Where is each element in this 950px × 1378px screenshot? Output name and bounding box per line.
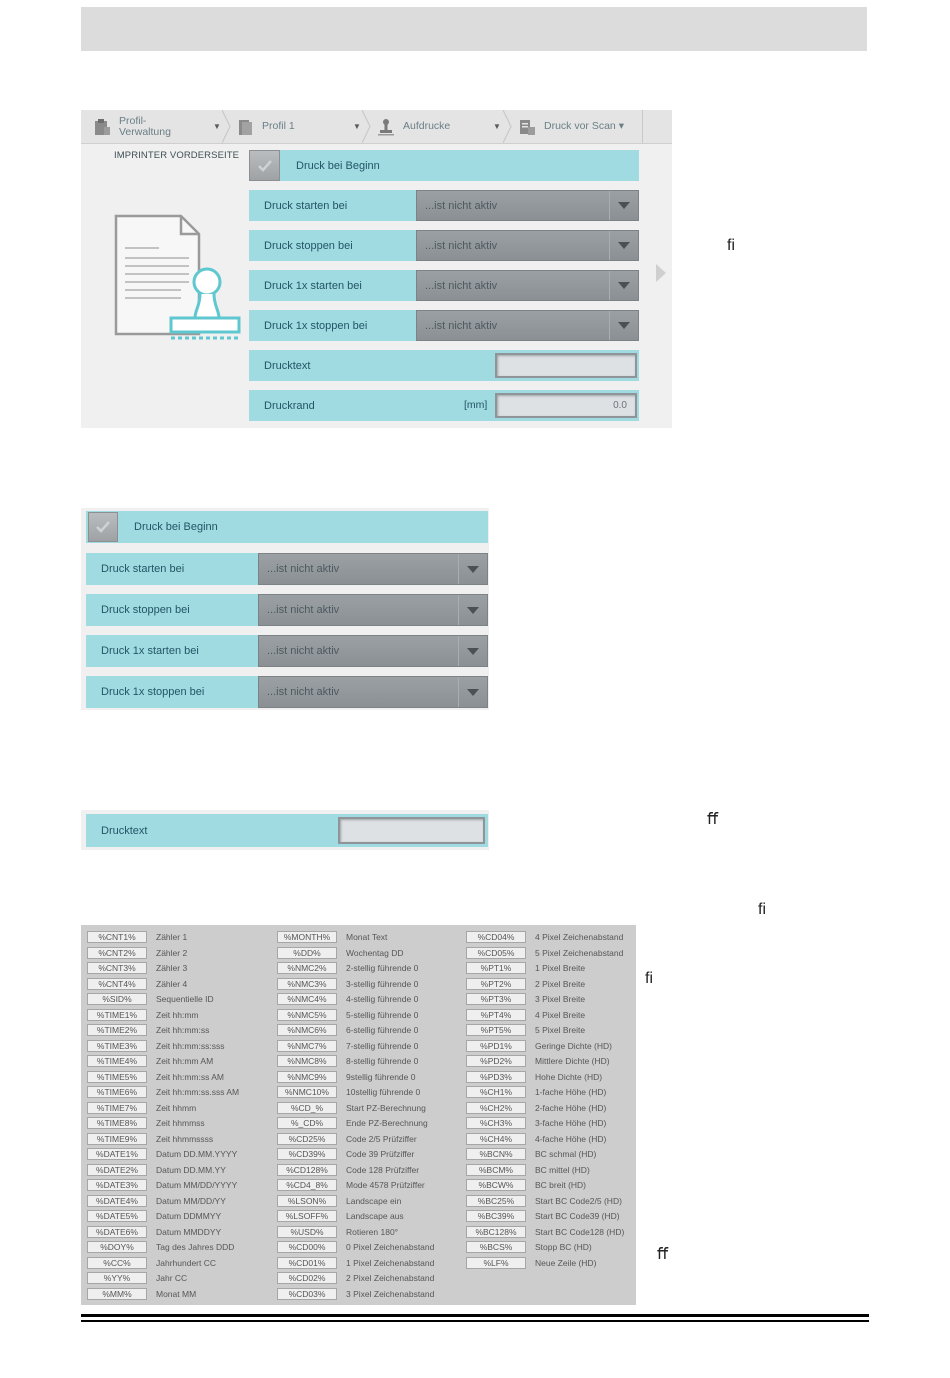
print-stop-label: Druck stoppen bei <box>101 604 190 616</box>
code-button[interactable]: %CD02% <box>277 1272 337 1284</box>
print-once-stop-row <box>86 676 488 708</box>
code-button[interactable]: %BCS% <box>466 1241 526 1253</box>
print-trigger-panel <box>81 508 489 710</box>
print-at-start-label: Druck bei Beginn <box>296 159 380 172</box>
code-button[interactable]: %SID% <box>87 993 147 1005</box>
code-description: Datum MMDDYY <box>156 1226 222 1237</box>
drucktext-row <box>249 350 639 381</box>
breadcrumb <box>81 110 672 144</box>
document-stamp-illustration <box>111 214 243 351</box>
code-description: 4-stellig führende 0 <box>346 994 419 1004</box>
print-start-row <box>249 190 639 221</box>
code-description: BC schmal (HD) <box>535 1149 597 1159</box>
code-button[interactable]: %PD2% <box>466 1055 526 1067</box>
code-description: 5 Pixel Zeichenabstand <box>535 947 624 958</box>
breadcrumb-item-profil-1[interactable] <box>236 110 366 143</box>
code-button[interactable]: %PT5% <box>466 1024 526 1036</box>
dropdown-arrow-icon <box>458 554 487 584</box>
code-description: Rotieren 180° <box>346 1226 399 1237</box>
code-button[interactable]: %CD04% <box>466 931 526 943</box>
code-button[interactable]: %TIME8% <box>87 1117 147 1129</box>
code-description: 4 Pixel Breite <box>535 1009 586 1020</box>
code-button[interactable]: %BC128% <box>466 1226 526 1238</box>
code-description: Tag des Jahres DDD <box>156 1242 235 1252</box>
breadcrumb-label: Profil 1 <box>262 120 295 132</box>
code-button[interactable]: %CH4% <box>466 1133 526 1145</box>
code-description: Zeit hhmmssss <box>156 1133 214 1144</box>
breadcrumb-item-aufdrucke[interactable] <box>377 110 507 143</box>
code-description: Start BC Code2/5 (HD) <box>535 1195 622 1206</box>
code-button[interactable]: %CD03% <box>277 1288 337 1300</box>
print-start-dropdown[interactable] <box>258 553 488 585</box>
code-button[interactable]: %NMC5% <box>277 1009 337 1021</box>
ligature-fi: ﬁ <box>645 970 653 987</box>
code-description: Wochentag DD <box>346 947 404 958</box>
code-button[interactable]: %LF% <box>466 1257 526 1269</box>
code-description: Jahr CC <box>156 1273 188 1283</box>
code-button[interactable]: %TIME2% <box>87 1024 147 1036</box>
code-button[interactable]: %LSOFF% <box>277 1210 337 1222</box>
code-button[interactable]: %TIME3% <box>87 1040 147 1052</box>
code-description: Code 128 Prüfziffer <box>346 1164 420 1175</box>
code-button[interactable]: %DATE6% <box>87 1226 147 1238</box>
breadcrumb-divider <box>642 110 643 143</box>
ligature-ff: ﬀ <box>657 1246 669 1263</box>
code-button[interactable]: %NMC4% <box>277 993 337 1005</box>
code-description: Zähler 1 <box>156 932 188 942</box>
print-at-start-row[interactable] <box>86 511 488 543</box>
code-description: Datum DD.MM.YY <box>156 1164 226 1175</box>
breadcrumb-item-profil-verwaltung[interactable] <box>93 110 223 143</box>
code-description: Sequentielle ID <box>156 994 214 1004</box>
code-button[interactable]: %TIME5% <box>87 1071 147 1083</box>
code-button[interactable]: %CNT2% <box>87 947 147 959</box>
code-button[interactable]: %CH3% <box>466 1117 526 1129</box>
code-button[interactable]: %NMC9% <box>277 1071 337 1083</box>
code-button[interactable]: %TIME7% <box>87 1102 147 1114</box>
code-button[interactable]: %USD% <box>277 1226 337 1238</box>
code-description: Datum MM/DD/YY <box>156 1195 226 1206</box>
print-once-stop-dropdown[interactable] <box>258 676 488 708</box>
code-description: Zähler 4 <box>156 978 188 989</box>
code-button[interactable]: %TIME4% <box>87 1055 147 1067</box>
code-button[interactable]: %NMC2% <box>277 962 337 974</box>
print-start-dropdown[interactable] <box>416 190 639 221</box>
footer-rule <box>81 1314 869 1317</box>
code-description: 2-stellig führende 0 <box>346 963 419 973</box>
code-button[interactable]: %DATE4% <box>87 1195 147 1207</box>
code-button[interactable]: %CD00% <box>277 1241 337 1253</box>
code-description: Ende PZ-Berechnung <box>346 1118 428 1128</box>
code-description: 2 Pixel Breite <box>535 978 586 989</box>
dropdown-value: ...ist nicht aktiv <box>425 319 498 332</box>
code-description: 8-stellig führende 0 <box>346 1056 419 1066</box>
drucktext-input[interactable] <box>338 817 485 844</box>
dropdown-value: ...ist nicht aktiv <box>267 686 340 698</box>
code-button[interactable]: %BC39% <box>466 1210 526 1222</box>
print-once-start-label: Druck 1x starten bei <box>101 645 199 657</box>
code-button[interactable]: %CD25% <box>277 1133 337 1145</box>
code-button[interactable]: %PT2% <box>466 978 526 990</box>
code-button[interactable]: %CD128% <box>277 1164 337 1176</box>
print-once-start-row <box>249 270 639 301</box>
code-description: Mittlere Dichte (HD) <box>535 1056 610 1066</box>
dropdown-arrow-icon <box>609 231 638 260</box>
checkmark-icon <box>95 520 111 534</box>
dropdown-value: ...ist nicht aktiv <box>425 279 498 292</box>
code-button[interactable]: %TIME1% <box>87 1009 147 1021</box>
code-description: Start PZ-Berechnung <box>346 1102 426 1113</box>
druckrand-unit: [mm] <box>464 399 488 411</box>
code-description: 1 Pixel Breite <box>535 963 586 973</box>
breadcrumb-label: Druck vor Scan ▾ <box>544 120 624 132</box>
chevron-down-icon: ▼ <box>213 122 221 131</box>
code-description: Hohe Dichte (HD) <box>535 1071 603 1082</box>
dropdown-value: ...ist nicht aktiv <box>267 645 340 657</box>
breadcrumb-label: Aufdrucke <box>403 120 451 132</box>
code-description: Datum DDMMYY <box>156 1211 222 1221</box>
clipboard-icon <box>93 118 111 136</box>
next-arrow-icon[interactable] <box>656 264 666 287</box>
print-once-start-dropdown[interactable] <box>258 635 488 667</box>
code-description: Zeit hh:mm AM <box>156 1056 214 1066</box>
code-description: 1 Pixel Zeichenabstand <box>346 1257 435 1268</box>
print-stop-label: Druck stoppen bei <box>264 239 353 252</box>
code-description: Neue Zeile (HD) <box>535 1257 597 1268</box>
code-description: Datum DD.MM.YYYY <box>156 1149 238 1159</box>
code-description: Zähler 3 <box>156 963 188 973</box>
code-button[interactable]: %PT3% <box>466 993 526 1005</box>
code-description: 2 Pixel Zeichenabstand <box>346 1273 435 1283</box>
code-description: Zeit hhmm <box>156 1102 197 1113</box>
code-button[interactable]: %TIME6% <box>87 1086 147 1098</box>
print-stop-dropdown[interactable] <box>258 594 488 626</box>
code-description: Code 39 Prüfziffer <box>346 1149 415 1159</box>
code-button[interactable]: %CC% <box>87 1257 147 1269</box>
code-description: 3 Pixel Zeichenabstand <box>346 1288 435 1299</box>
print-at-start-label: Druck bei Beginn <box>134 521 218 533</box>
code-description: Zeit hh:mm:ss AM <box>156 1071 225 1082</box>
dropdown-arrow-icon <box>458 595 487 625</box>
code-description: 2-fache Höhe (HD) <box>535 1102 607 1113</box>
code-description: Start BC Code128 (HD) <box>535 1226 625 1237</box>
drucktext-panel <box>81 810 489 850</box>
breadcrumb-separator <box>503 110 513 143</box>
code-button[interactable]: %MM% <box>87 1288 147 1300</box>
code-button[interactable]: %NMC8% <box>277 1055 337 1067</box>
code-description: Zeit hh:mm:ss:sss <box>156 1040 225 1051</box>
dropdown-arrow-icon <box>458 636 487 666</box>
stamp-icon <box>377 118 395 136</box>
code-button[interactable]: %NMC10% <box>277 1086 337 1098</box>
code-button[interactable]: %PD1% <box>466 1040 526 1052</box>
drucktext-label: Drucktext <box>264 359 311 372</box>
code-description: Jahrhundert CC <box>156 1257 217 1268</box>
dropdown-arrow-icon <box>609 271 638 300</box>
code-button[interactable]: %MONTH% <box>277 931 337 943</box>
ligature-fi: ﬁ <box>727 237 735 254</box>
code-button[interactable]: %DATE2% <box>87 1164 147 1176</box>
chevron-down-icon: ▼ <box>493 122 501 131</box>
print-once-stop-label: Druck 1x stoppen bei <box>101 686 205 698</box>
code-description: Monat MM <box>156 1288 197 1299</box>
code-description: Zeit hh:mm <box>156 1009 199 1020</box>
code-description: BC mittel (HD) <box>535 1164 590 1175</box>
code-description: 1-fache Höhe (HD) <box>535 1087 607 1097</box>
print-start-label: Druck starten bei <box>101 563 185 575</box>
code-button[interactable]: %CD01% <box>277 1257 337 1269</box>
header-bar <box>81 7 867 51</box>
druckrand-input[interactable]: 0.0 <box>495 393 637 418</box>
code-description: Zähler 2 <box>156 947 188 958</box>
code-description: 3 Pixel Breite <box>535 994 586 1004</box>
code-button[interactable]: %BC25% <box>466 1195 526 1207</box>
druckrand-row <box>249 390 639 421</box>
code-description: 0 Pixel Zeichenabstand <box>346 1242 435 1252</box>
code-description: Monat Text <box>346 932 388 942</box>
code-button[interactable]: %DATE3% <box>87 1179 147 1191</box>
code-button[interactable]: %CD4_8% <box>277 1179 337 1191</box>
print-once-start-dropdown[interactable] <box>416 270 639 301</box>
print-at-start-row[interactable] <box>249 150 639 181</box>
code-description: Mode 4578 Prüfziffer <box>346 1180 425 1190</box>
code-button[interactable]: %NMC3% <box>277 978 337 990</box>
code-button[interactable]: %CD05% <box>466 947 526 959</box>
print-stop-row <box>249 230 639 261</box>
code-description: Zeit hhmmss <box>156 1118 205 1128</box>
code-button[interactable]: %CD39% <box>277 1148 337 1160</box>
code-button[interactable]: %CH1% <box>466 1086 526 1098</box>
print-stop-dropdown[interactable] <box>416 230 639 261</box>
dropdown-arrow-icon <box>458 677 487 707</box>
chevron-down-icon: ▼ <box>353 122 361 131</box>
breadcrumb-separator <box>362 110 372 143</box>
code-description: Datum MM/DD/YYYY <box>156 1180 238 1190</box>
code-description: Start BC Code39 (HD) <box>535 1211 620 1221</box>
print-at-start-checkbox[interactable] <box>88 512 118 542</box>
code-button[interactable]: %LSON% <box>277 1195 337 1207</box>
print-at-start-checkbox[interactable] <box>249 150 280 181</box>
code-description: 10stellig führende 0 <box>346 1087 421 1097</box>
print-once-stop-dropdown[interactable] <box>416 310 639 341</box>
code-button[interactable]: %PT4% <box>466 1009 526 1021</box>
code-button[interactable]: %_CD% <box>277 1117 337 1129</box>
druckrand-label: Druckrand <box>264 399 315 412</box>
footer-rule <box>81 1320 869 1322</box>
dropdown-value: ...ist nicht aktiv <box>425 239 498 252</box>
code-button[interactable]: %DD% <box>277 947 337 959</box>
print-start-label: Druck starten bei <box>264 199 348 212</box>
breadcrumb-label: Profil- Verwaltung <box>119 114 171 138</box>
code-button[interactable]: %DATE1% <box>87 1148 147 1160</box>
ligature-ff: ﬀ <box>707 811 719 828</box>
drucktext-input[interactable] <box>495 353 637 378</box>
code-description: Landscape aus <box>346 1211 404 1221</box>
code-description: 6-stellig führende 0 <box>346 1025 419 1035</box>
code-button[interactable]: %BCM% <box>466 1164 526 1176</box>
drucktext-row <box>86 814 488 847</box>
dropdown-value: ...ist nicht aktiv <box>267 563 340 575</box>
code-button[interactable]: %BCN% <box>466 1148 526 1160</box>
code-description: Zeit hh:mm:ss <box>156 1025 210 1035</box>
code-description: Code 2/5 Prüfziffer <box>346 1133 417 1144</box>
code-button[interactable]: %CNT1% <box>87 931 147 943</box>
checkmark-icon <box>257 159 273 173</box>
ligature-fi: ﬁ <box>758 901 766 918</box>
print-start-row <box>86 553 488 585</box>
code-description: Landscape ein <box>346 1195 402 1206</box>
code-button[interactable]: %TIME9% <box>87 1133 147 1145</box>
code-button[interactable]: %NMC6% <box>277 1024 337 1036</box>
code-description: 3-stellig führende 0 <box>346 978 419 989</box>
imprinter-panel <box>81 110 672 428</box>
code-button[interactable]: %DOY% <box>87 1241 147 1253</box>
dropdown-arrow-icon <box>609 191 638 220</box>
code-description: 3-fache Höhe (HD) <box>535 1118 607 1128</box>
code-description: Zeit hh:mm:ss.sss AM <box>156 1087 240 1097</box>
code-button[interactable]: %PT1% <box>466 962 526 974</box>
print-once-start-label: Druck 1x starten bei <box>264 279 362 292</box>
breadcrumb-separator <box>222 110 232 143</box>
section-label: IMPRINTER VORDERSEITE <box>114 150 240 161</box>
code-button[interactable]: %CNT3% <box>87 962 147 974</box>
document-list-icon <box>518 118 536 136</box>
document-icon <box>236 118 254 136</box>
code-description: 5 Pixel Breite <box>535 1025 586 1035</box>
dropdown-arrow-icon <box>609 311 638 340</box>
code-description: 5-stellig führende 0 <box>346 1009 419 1020</box>
code-button[interactable]: %CH2% <box>466 1102 526 1114</box>
breadcrumb-item-druck-vor-scan[interactable] <box>518 110 643 143</box>
code-button[interactable]: %CD_% <box>277 1102 337 1114</box>
code-description: 7-stellig führende 0 <box>346 1040 419 1051</box>
code-description: BC breit (HD) <box>535 1180 587 1190</box>
code-description: Geringe Dichte (HD) <box>535 1040 612 1051</box>
code-button[interactable]: %NMC7% <box>277 1040 337 1052</box>
code-button[interactable]: %BCW% <box>466 1179 526 1191</box>
print-once-stop-row <box>249 310 639 341</box>
code-description: 4-fache Höhe (HD) <box>535 1133 607 1144</box>
print-stop-row <box>86 594 488 626</box>
code-description: Stopp BC (HD) <box>535 1242 592 1252</box>
code-button[interactable]: %CNT4% <box>87 978 147 990</box>
code-description: 4 Pixel Zeichenabstand <box>535 932 624 942</box>
print-once-start-row <box>86 635 488 667</box>
print-once-stop-label: Druck 1x stoppen bei <box>264 319 368 332</box>
placeholder-code-table <box>81 925 636 1305</box>
code-button[interactable]: %YY% <box>87 1272 147 1284</box>
dropdown-value: ...ist nicht aktiv <box>267 604 340 616</box>
code-button[interactable]: %PD3% <box>466 1071 526 1083</box>
code-description: 9stellig führende 0 <box>346 1071 416 1082</box>
drucktext-label: Drucktext <box>101 824 148 837</box>
code-button[interactable]: %DATE5% <box>87 1210 147 1222</box>
dropdown-value: ...ist nicht aktiv <box>425 199 498 212</box>
